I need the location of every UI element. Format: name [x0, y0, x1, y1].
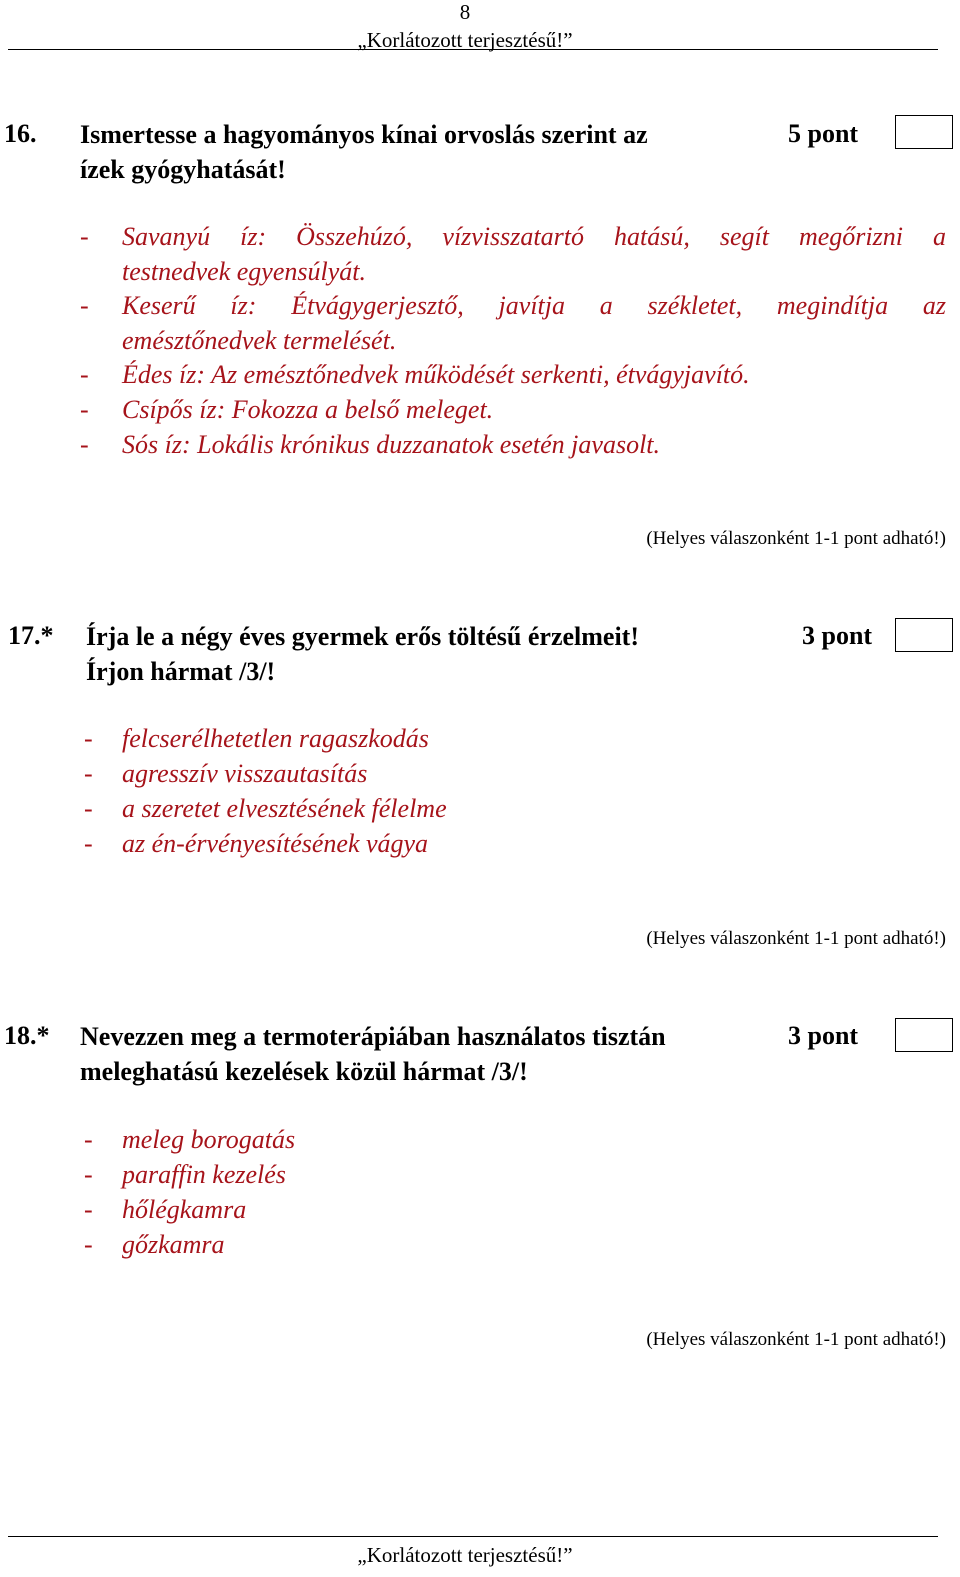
answer-dash: - — [84, 724, 93, 753]
question-text-line1: Írja le a négy éves gyermek erős töltésű érzelmeit! — [86, 622, 639, 651]
answer-item — [80, 428, 946, 463]
answer-dash: - — [84, 759, 93, 788]
answer-item — [80, 393, 946, 428]
answer-line: a szeretet elvesztésének félelme — [122, 794, 447, 823]
answer-item — [84, 1123, 946, 1158]
answer-item — [84, 1193, 946, 1228]
scoring-note: (Helyes válaszonként 1-1 pont adható!) — [646, 528, 946, 549]
question-text-line1: Ismertesse a hagyományos kínai orvoslás szerint az — [80, 120, 648, 149]
answer-dash: - — [84, 1195, 93, 1224]
answer-item — [80, 289, 946, 359]
answer-item — [84, 827, 946, 862]
answer-dash: - — [80, 430, 89, 459]
answer-line: agresszív visszautasítás — [122, 759, 368, 788]
answer-dash: - — [80, 395, 89, 424]
answer-item — [84, 1228, 946, 1263]
question-points: 5 pont — [788, 119, 859, 148]
answer-line: emésztőnedvek termelését. — [122, 325, 397, 355]
question-text-line1: Nevezzen meg a termoterápiában használatos tisztán — [80, 1022, 666, 1051]
answer-line: gőzkamra — [122, 1230, 225, 1259]
answer-item — [80, 358, 946, 393]
answer-item — [84, 757, 946, 792]
score-box[interactable] — [895, 115, 953, 149]
question-text-line2: meleghatású kezelések közül hármat /3/! — [80, 1057, 528, 1086]
answer-item — [84, 792, 946, 827]
footer-rule — [8, 1536, 938, 1537]
answer-item — [84, 1158, 946, 1193]
header-rule — [8, 49, 938, 50]
scoring-note: (Helyes válaszonként 1-1 pont adható!) — [646, 928, 946, 949]
answer-dash: - — [84, 1160, 93, 1189]
answer-dash: - — [80, 291, 89, 320]
scoring-note: (Helyes válaszonként 1-1 pont adható!) — [646, 1329, 946, 1350]
question-points: 3 pont — [802, 621, 873, 650]
answer-dash: - — [80, 360, 89, 389]
answer-line: felcserélhetetlen ragaszkodás — [122, 724, 429, 753]
question-text-line2: Írjon hármat /3/! — [86, 657, 276, 686]
answer-line: az én-érvényesítésének vágya — [122, 829, 429, 858]
answer-dash: - — [84, 1230, 93, 1259]
answer-line: Savanyú íz: Összehúzó, vízvisszatartó hatású, segít megőrizni a — [122, 222, 946, 251]
answer-dash: - — [84, 829, 93, 858]
score-box[interactable] — [895, 1018, 953, 1052]
answer-item — [84, 722, 946, 757]
question-points: 3 pont — [788, 1021, 859, 1050]
question-number: 16. — [4, 119, 37, 148]
answer-line: Édes íz: Az emésztőnedvek működését serkenti, étvágyjavító. — [122, 360, 750, 389]
question-text-line2: ízek gyógyhatását! — [80, 155, 286, 184]
answer-line: testnedvek egyensúlyát. — [122, 256, 366, 286]
answer-item — [80, 220, 946, 290]
answer-dash: - — [80, 222, 89, 251]
header-distribution-note: „Korlátozott terjesztésű!” — [357, 28, 573, 52]
answer-line: meleg borogatás — [122, 1125, 296, 1154]
score-box[interactable] — [895, 618, 953, 652]
answer-dash: - — [84, 794, 93, 823]
question-number: 17.* — [8, 621, 54, 650]
answer-line: paraffin kezelés — [122, 1160, 286, 1189]
question-number: 18.* — [4, 1021, 50, 1050]
page-number: 8 — [459, 0, 471, 24]
footer-distribution-note: „Korlátozott terjesztésű!” — [357, 1543, 573, 1567]
answer-dash: - — [84, 1125, 93, 1154]
answer-line: Keserű íz: Étvágygerjesztő, javítja a székletet, megindítja az — [122, 291, 946, 320]
answer-line: Sós íz: Lokális krónikus duzzanatok esetén javasolt. — [122, 430, 661, 459]
answer-line: Csípős íz: Fokozza a belső meleget. — [122, 395, 494, 424]
answer-line: hőlégkamra — [122, 1195, 247, 1224]
